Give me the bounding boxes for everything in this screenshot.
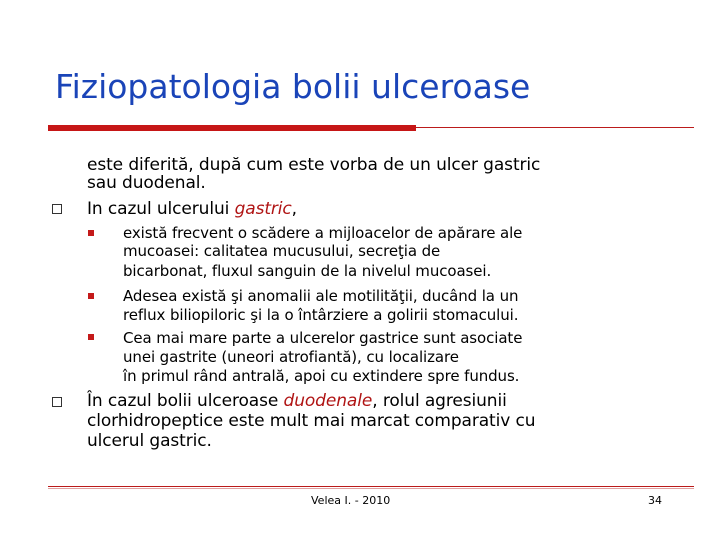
body-line: este diferită, după cum este vorba de un ulcer gastric: [87, 155, 541, 175]
sub-bullet-line: unei gastrite (uneori atrofiantă), cu localizare: [123, 348, 459, 366]
footer-rule: [48, 486, 694, 487]
sub-bullet-line: Cea mai mare parte a ulcerelor gastrice sunt asociate: [123, 329, 523, 347]
footer-author: Velea I. - 2010: [311, 494, 391, 507]
accent-text: gastric: [234, 199, 292, 219]
sub-bullet-line: reflux biliopiloric şi la o întârziere a golirii stomacului.: [123, 306, 519, 324]
bullet-square-icon: [88, 293, 94, 299]
bullet-box-icon: [52, 397, 62, 407]
sub-bullet-line: în primul rând antrală, apoi cu extindere spre fundus.: [123, 367, 520, 385]
body-line: In cazul ulcerului gastric,: [87, 199, 297, 219]
footer-rule-shadow: [48, 488, 694, 489]
sub-bullet-line: bicarbonat, fluxul sanguin de la nivelul mucoasei.: [123, 262, 492, 280]
page-number: 34: [648, 494, 662, 507]
body-line: sau duodenal.: [87, 173, 206, 193]
sub-bullet-line: mucoasei: calitatea mucusului, secreţia de: [123, 242, 441, 260]
body-line: În cazul bolii ulceroase duodenale, rolul agresiunii: [87, 391, 507, 411]
body-line: clorhidropeptice este mult mai marcat comparativ cu: [87, 411, 536, 431]
slide-title: Fiziopatologia bolii ulceroase: [55, 67, 531, 106]
body-line: ulcerul gastric.: [87, 431, 212, 451]
bullet-square-icon: [88, 334, 94, 340]
sub-bullet-line: există frecvent o scădere a mijloacelor de apărare ale: [123, 224, 523, 242]
bullet-box-icon: [52, 204, 62, 214]
sub-bullet-line: Adesea există şi anomalii ale motilităţii, ducând la un: [123, 287, 519, 305]
accent-text: duodenale: [283, 391, 373, 411]
bullet-square-icon: [88, 230, 94, 236]
